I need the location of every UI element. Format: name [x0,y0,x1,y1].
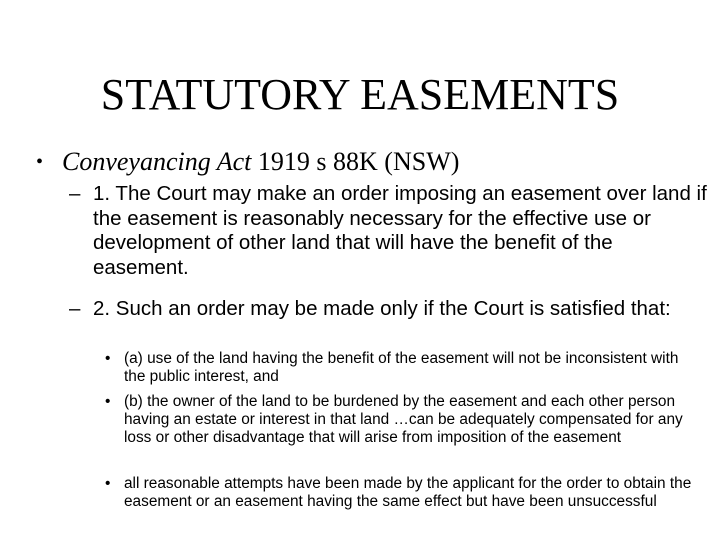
condition-a [105,350,695,386]
sub-point-1-text: 1. The Court may make an order imposing an easement over land if the easement is reasonably necessary for the effective use or development of other land that will have the benefit of the easement. [93,182,707,279]
slide-title: STATUTORY EASEMENTS [100,70,620,119]
sub-point-2 [69,297,709,322]
act-name: Conveyancing Act [62,147,252,176]
act-reference: 1919 s 88K (NSW) [251,147,460,176]
condition-c [105,475,695,511]
main-bullet-text [62,147,459,177]
condition-c-text: all reasonable attempts have been made by the applicant for the order to obtain the easement or an easement having the same effect but have been unsuccessful [124,475,692,511]
condition-b [105,393,695,448]
dash-marker: – [69,297,81,320]
bullet-marker: • [105,475,111,492]
bullet-marker: • [36,151,44,173]
condition-b-text: (b) the owner of the land to be burdened by the easement and each other person having an estate or interest in that land …can be adequately compensated for any loss or other disadvantage that will arise from imposition of the easement [124,393,683,447]
condition-a-text: (a) use of the land having the benefit of the easement will not be inconsistent with the public interest, and [124,350,679,386]
dash-marker: – [69,182,81,205]
bullet-marker: • [105,350,111,367]
bullet-marker: • [105,393,111,410]
sub-point-1 [69,182,709,280]
sub-point-2-text: 2. Such an order may be made only if the Court is satisfied that: [93,297,671,320]
